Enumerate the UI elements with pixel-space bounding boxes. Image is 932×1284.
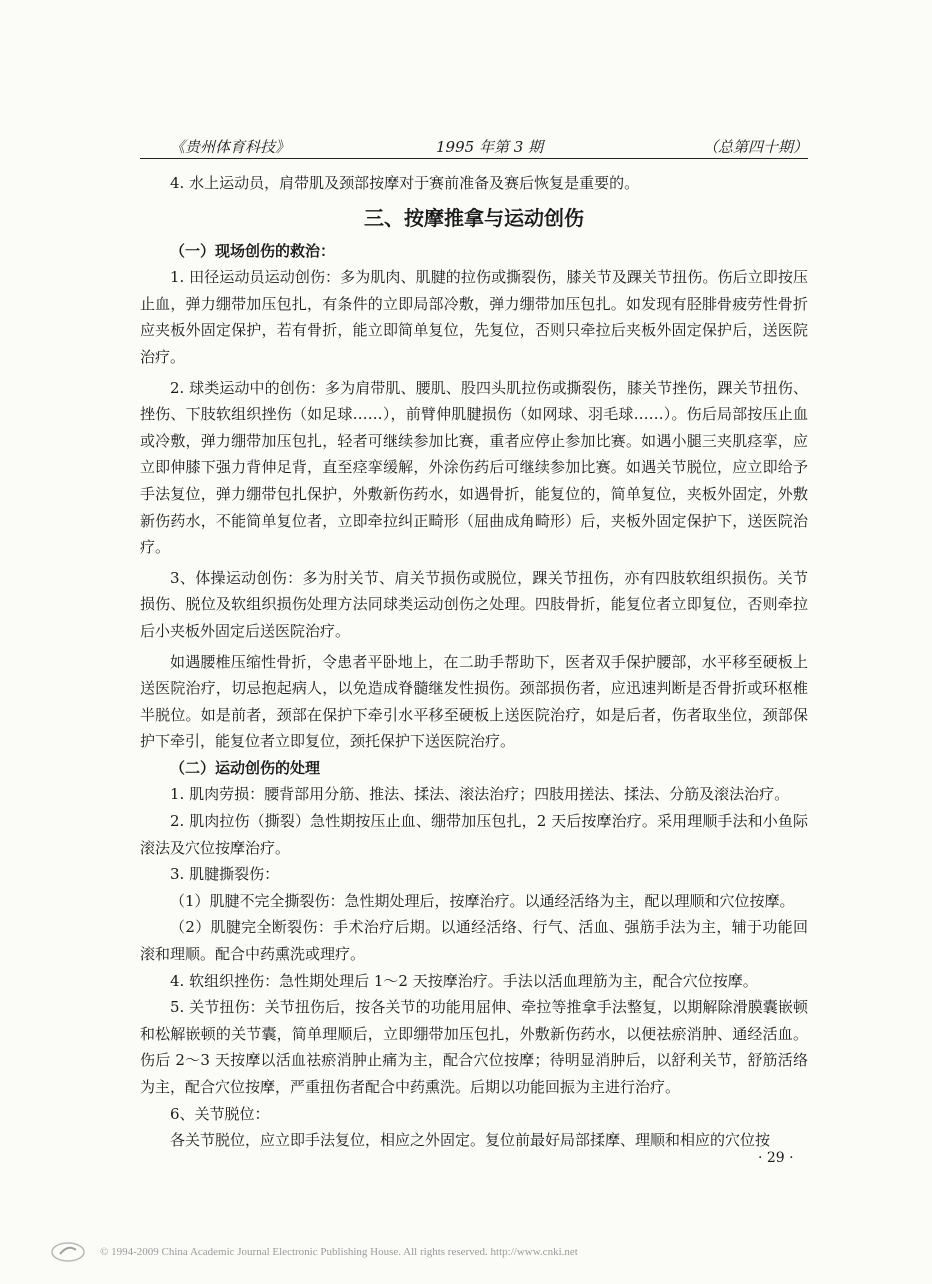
paragraph: 3、体操运动创伤：多为肘关节、肩关节损伤或脱位，踝关节扭伤，亦有四肢软组织损伤。关节损伤、脱位及软组织损伤处理方法同球类运动创伤之处理。四肢骨折，能复位者立即复位，否则牵拉后小夹板外固定后送医院治疗。: [140, 568, 808, 640]
issue-label: 1995 年第 3 期: [436, 138, 544, 156]
paragraph: （2）肌腱完全断裂伤：手术治疗后期。以通经活络、行气、活血、强筋手法为主，辅于功能回滚和理顺。配合中药熏洗或理疗。: [140, 918, 808, 964]
paragraph: 5. 关节扭伤：关节扭伤后，按各关节的功能用屈伸、牵拉等推拿手法整复，以期解除滑膜囊嵌顿和松解嵌顿的关节囊，简单理顺后，立即绷带加压包扎，外敷新伤药水，以便祛瘀消肿、通经活血。伤后 2～3 天按摩以活血祛瘀消肿止痛为主，配合穴位按摩；待明显消肿后，以舒利关节，舒筋活络为主，配合穴位按摩，严重扭伤者配合中药熏洗。后期以功能回振为主进行治疗。: [140, 998, 808, 1096]
copyright-footer: © 1994-2009 China Academic Journal Electronic Publishing House. All rights reserved. http://www.cnki.net: [100, 1246, 578, 1258]
cnki-logo-icon: [48, 1240, 88, 1264]
paragraph: 1. 肌肉劳损：腰背部用分筋、推法、揉法、滚法治疗；四肢用搓法、揉法、分筋及滚法治疗。: [170, 785, 790, 804]
paragraph: 各关节脱位，应立即手法复位，相应之外固定。复位前最好局部揉摩、理顺和相应的穴位按: [170, 1131, 771, 1150]
paragraph: 2. 球类运动中的创伤：多为肩带肌、腰肌、股四头肌拉伤或撕裂伤，膝关节挫伤，踝关节扭伤、挫伤、下肢软组织挫伤（如足球……），前臂伸肌腱损伤（如网球、羽毛球……）。伤后局部按压止血或冷敷，弹力绷带加压包扎，轻者可继续参加比赛，重者应停止参加比赛。如遇小腿三夹肌痉挛，应立即伸膝下强力背伸足背，直至痉挛缓解，外涂伤药后可继续参加比赛。如遇关节脱位，应立即给予手法复位，弹力绷带包扎保护，外敷新伤药水，如遇骨折，能复位的，简单复位，夹板外固定，外敷新伤药水，不能简单复位者，立即牵拉纠正畸形（屈曲成角畸形）后，夹板外固定保护下，送医院治疗。: [140, 378, 808, 557]
running-header: [140, 136, 808, 158]
paragraph: 3. 肌腱撕裂伤：: [170, 865, 280, 884]
intro-paragraph: 4. 水上运动员，肩带肌及颈部按摩对于赛前准备及赛后恢复是重要的。: [170, 174, 640, 192]
article-body: [140, 170, 808, 1154]
subsection-heading-1: （一）现场创伤的救治：: [170, 241, 336, 260]
section-title: 三、按摩推拿与运动创伤: [364, 205, 584, 230]
paragraph: 6、关节脱位：: [170, 1104, 270, 1123]
subsection-heading-2: （二）运动创伤的处理: [170, 758, 321, 777]
paragraph: 1. 田径运动员运动创伤：多为肌肉、肌腱的拉伤或撕裂伤，膝关节及踝关节扭伤。伤后立即按压止血，弹力绷带加压包扎，有条件的立即局部冷敷，弹力绷带加压包扎。如发现有胫腓骨疲劳性骨折应夹板外固定保护，若有骨折，能立即简单复位，先复位，否则只牵拉后夹板外固定保护后，送医院治疗。: [140, 268, 808, 366]
page-number: · 29 ·: [758, 1150, 794, 1166]
header-rule: [140, 158, 808, 159]
paragraph: 2. 肌肉拉伤（撕裂）急性期按压止血、绷带加压包扎，2 天后按摩治疗。采用理顺手法和小鱼际滚法及穴位按摩治疗。: [140, 812, 808, 857]
paragraph: 如遇腰椎压缩性骨折，令患者平卧地上，在二助手帮助下，医者双手保护腰部，水平移至硬板上送医院治疗，切忌抱起病人，以免造成脊髓继发性损伤。颈部损伤者，应迅速判断是否骨折或环枢椎半脱位。如是前者，颈部在保护下牵引水平移至硬板上送医院治疗，如是后者，伤者取坐位，颈部保护下牵引，能复位者立即复位，颈托保护下送医院治疗。: [140, 652, 808, 751]
total-issue-label: （总第四十期）: [702, 138, 808, 156]
paragraph: （1）肌腱不完全撕裂伤：急性期处理后，按摩治疗。以通经活络为主，配以理顺和穴位按摩。: [170, 891, 795, 910]
journal-name: 《贵州体育科技》: [170, 138, 291, 156]
paragraph: 4. 软组织挫伤：急性期处理后 1～2 天按摩治疗。手法以活血理筋为主，配合穴位按摩。: [170, 971, 758, 990]
